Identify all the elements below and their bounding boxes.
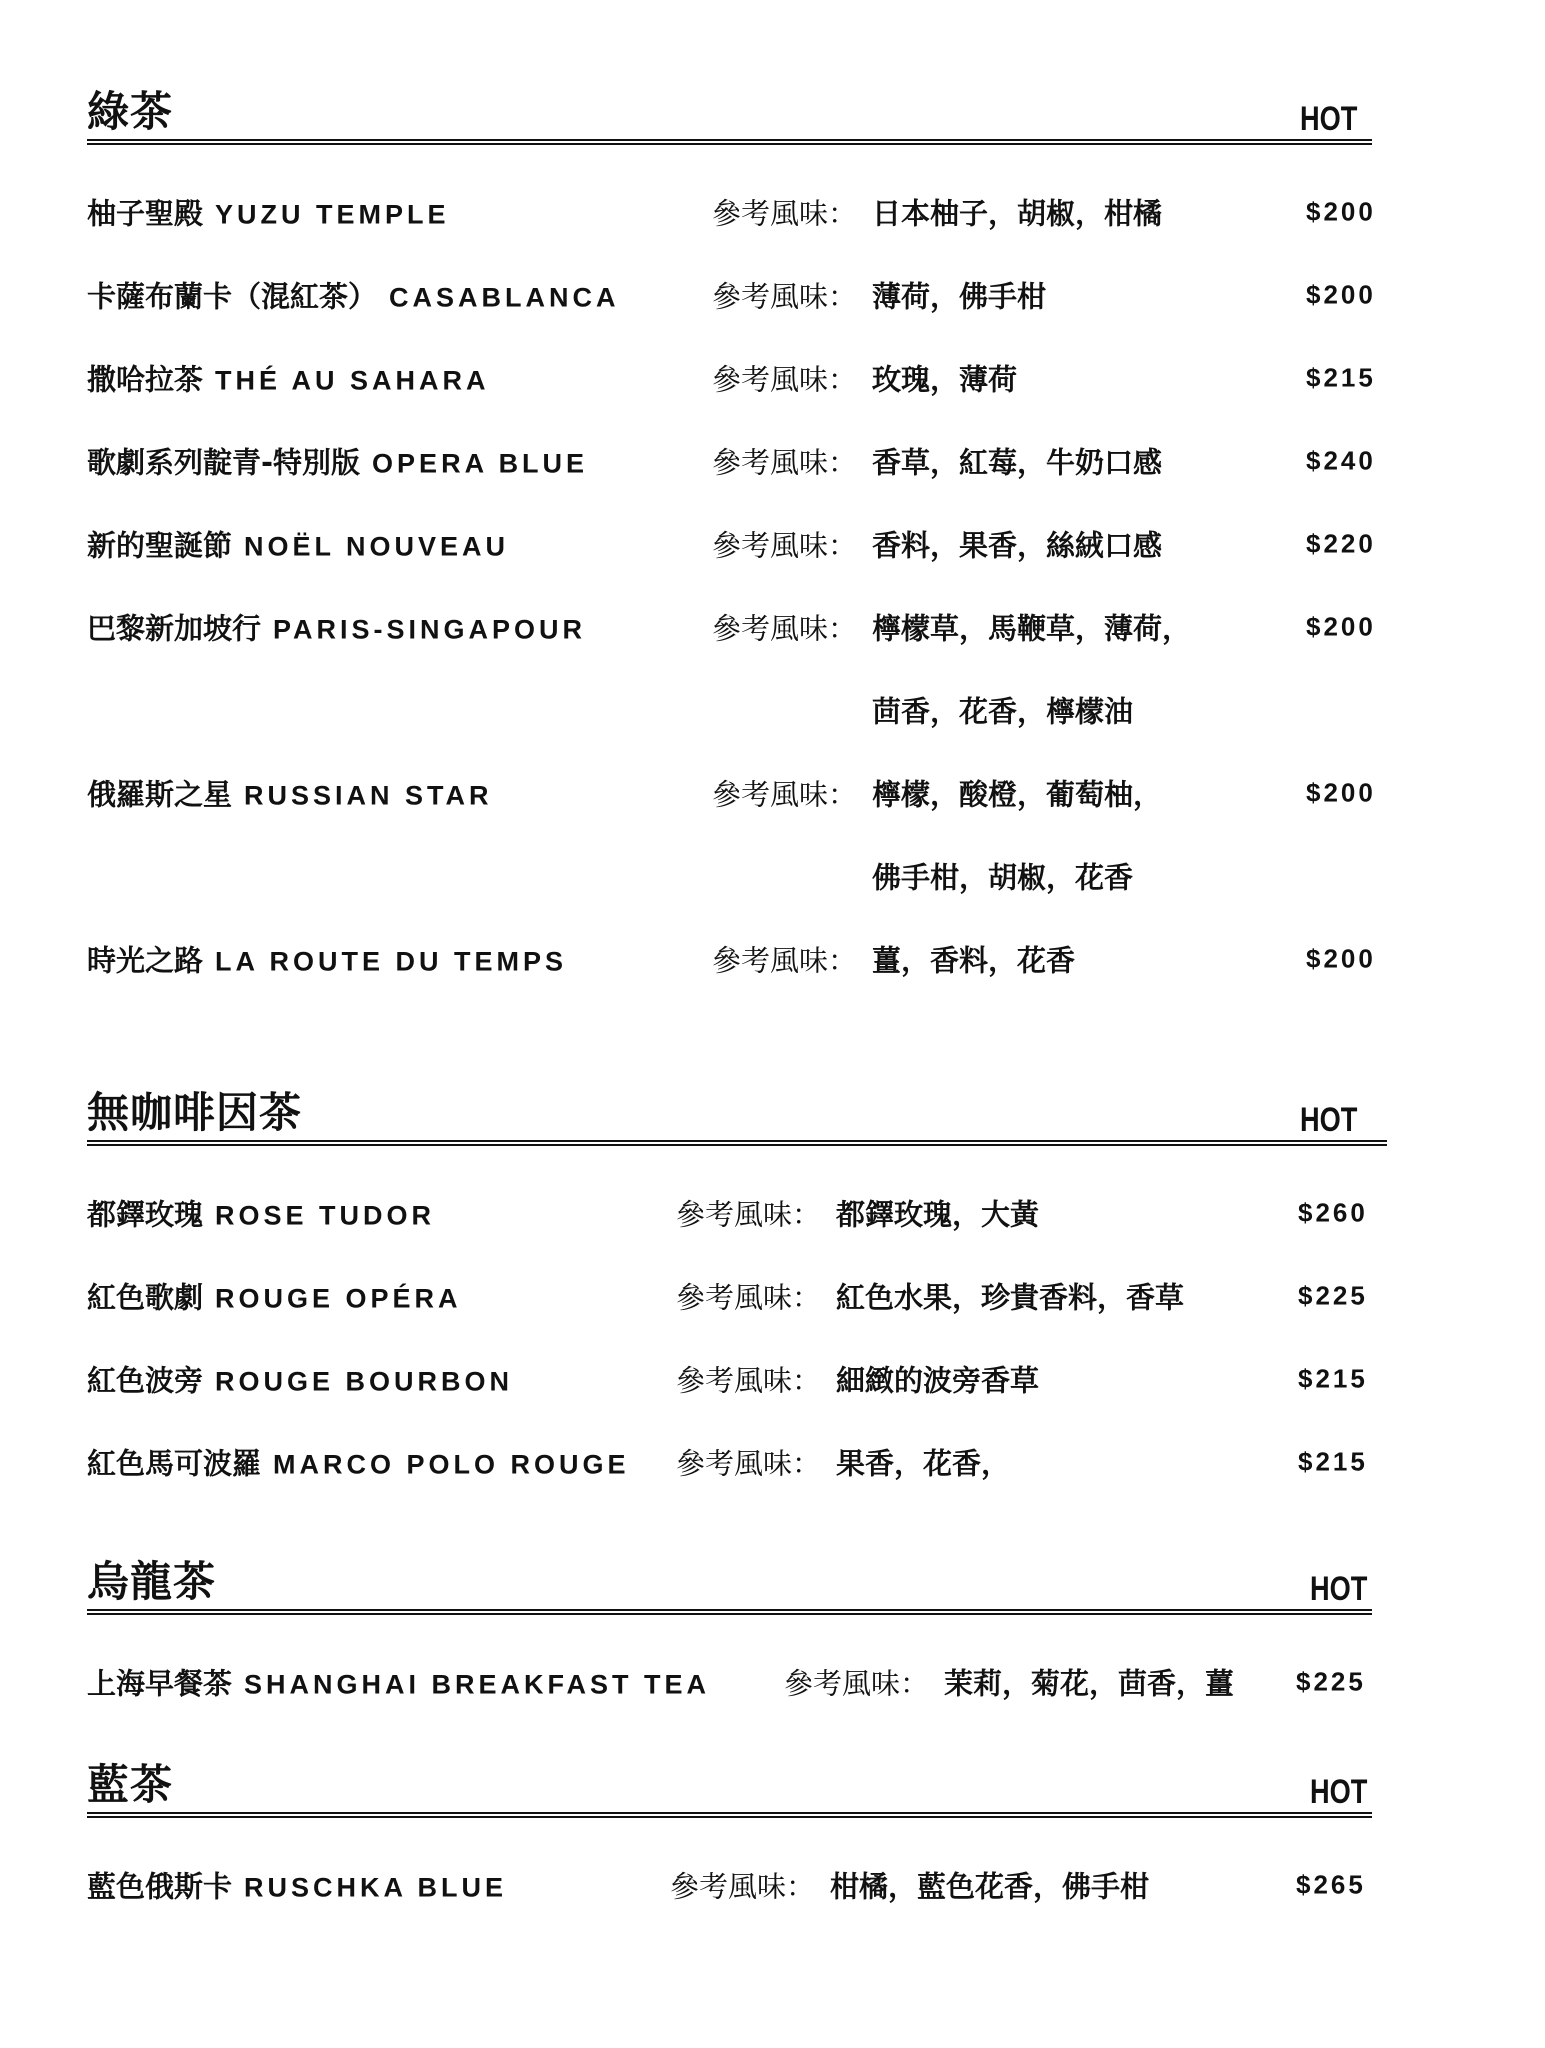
menu-item [0,585,1545,668]
item-price: $200 [1306,279,1376,309]
flavor-notes: 果香，花香， [836,1446,1011,1480]
item-name-zh: 藍色俄斯卡 [87,1869,233,1903]
item-name [87,1864,507,1905]
item-name [87,772,493,813]
flavor-notes: 都鐸玫瑰，大黃 [836,1197,1040,1231]
flavor-notes: 香草，紅莓，牛奶口感 [872,445,1163,479]
item-name-en: PARIS-SINGAPOUR [273,614,587,644]
item-price: $215 [1298,1446,1368,1476]
section-divider [87,139,1372,145]
item-price: $260 [1298,1197,1368,1227]
item-name-zh: 卡薩布蘭卡（混紅茶） [87,279,378,313]
flavor-notes: 佛手柑，胡椒，花香 [872,860,1134,894]
flavor-notes: 茴香，花香，檸檬油 [872,694,1134,728]
item-name-zh: 都鐸玫瑰 [87,1197,204,1231]
section-header [0,1555,1545,1615]
flavor-notes: 日本柚子，胡椒，柑橘 [872,196,1163,230]
item-list [0,1640,1545,1723]
menu-section [0,1758,1545,1926]
flavor-continuation [0,668,1545,751]
item-name [87,606,586,647]
section-divider [87,1812,1372,1818]
flavor-label: 參考風味： [676,1197,822,1231]
item-name [87,1358,513,1399]
item-name-en: RUSSIAN STAR [244,780,493,810]
menu-item [0,502,1545,585]
item-price: $200 [1306,777,1376,807]
menu-section [0,1086,1545,1503]
flavor-notes: 玫瑰，薄荷 [872,362,1018,396]
menu-item [0,170,1545,253]
item-name [87,1275,462,1316]
item-name-en: NOËL NOUVEAU [244,531,510,561]
item-list [0,1171,1545,1503]
menu-item [0,336,1545,419]
item-name-en: RUSCHKA BLUE [244,1872,508,1902]
item-name-zh: 上海早餐茶 [87,1666,233,1700]
item-name-en: MARCO POLO ROUGE [273,1449,630,1479]
item-name-en: LA ROUTE DU TEMPS [215,946,568,976]
item-name [87,357,490,398]
flavor-label: 參考風味： [712,943,858,977]
item-name-zh: 時光之路 [87,943,204,977]
section-divider [87,1609,1372,1615]
menu-section [0,85,1545,1000]
item-price: $240 [1306,445,1376,475]
menu-item [0,253,1545,336]
flavor-notes: 檸檬草，馬鞭草，薄荷， [872,611,1192,645]
flavor-notes: 香料，果香，絲絨口感 [872,528,1163,562]
item-name [87,1661,710,1702]
item-name-en: THÉ AU SAHARA [215,365,490,395]
item-name [87,191,450,232]
flavor-label: 參考風味： [712,528,858,562]
flavor-notes: 檸檬，酸橙，葡萄柚， [872,777,1163,811]
section-header [0,85,1545,145]
item-name [87,523,509,564]
flavor-continuation [0,834,1545,917]
section-header [0,1758,1545,1818]
flavor-label: 參考風味： [676,1363,822,1397]
item-price: $265 [1296,1869,1366,1899]
menu-item [0,1171,1545,1254]
hot-label: HOT [1300,1101,1358,1139]
menu-item [0,1337,1545,1420]
flavor-notes: 薑，香料，花香 [872,943,1076,977]
item-price: $225 [1298,1280,1368,1310]
section-header [0,1086,1545,1146]
item-price: $200 [1306,943,1376,973]
item-name-zh: 歌劇系列靛青-特別版 [87,445,361,479]
item-name [87,274,620,315]
item-price: $200 [1306,196,1376,226]
section-title: 烏龍茶 [87,1557,217,1606]
menu-item [0,751,1545,834]
menu-item [0,419,1545,502]
flavor-label: 參考風味： [712,362,858,396]
item-name-zh: 紅色馬可波羅 [87,1446,262,1480]
flavor-label: 參考風味： [712,611,858,645]
hot-label: HOT [1300,100,1358,138]
item-price: $215 [1298,1363,1368,1393]
section-divider [87,1140,1387,1146]
item-price: $215 [1306,362,1376,392]
section-title: 藍茶 [87,1760,174,1809]
item-list [0,170,1545,1000]
item-name [87,1192,435,1233]
menu-item [0,1420,1545,1503]
flavor-notes: 細緻的波旁香草 [836,1363,1040,1397]
flavor-notes: 茉莉，菊花，茴香，薑 [944,1666,1235,1700]
menu-item [0,1254,1545,1337]
hot-label: HOT [1310,1570,1368,1608]
item-price: $225 [1296,1666,1366,1696]
item-name-zh: 紅色歌劇 [87,1280,204,1314]
item-name-en: SHANGHAI BREAKFAST TEA [244,1669,711,1699]
flavor-notes: 紅色水果，珍貴香料，香草 [836,1280,1185,1314]
menu-item [0,917,1545,1000]
menu-section [0,1555,1545,1723]
item-name-zh: 撒哈拉茶 [87,362,204,396]
item-name-zh: 新的聖誕節 [87,528,233,562]
item-name-zh: 俄羅斯之星 [87,777,233,811]
flavor-label: 參考風味： [676,1446,822,1480]
item-name-en: YUZU TEMPLE [215,199,450,229]
flavor-notes: 柑橘，藍色花香，佛手柑 [830,1869,1150,1903]
flavor-label: 參考風味： [670,1869,816,1903]
item-list [0,1843,1545,1926]
flavor-label: 參考風味： [712,279,858,313]
flavor-label: 參考風味： [712,196,858,230]
flavor-label: 參考風味： [784,1666,930,1700]
item-name [87,1441,630,1482]
section-title: 綠茶 [87,87,174,136]
item-name-en: ROUGE OPÉRA [215,1283,462,1313]
item-name-zh: 紅色波旁 [87,1363,204,1397]
menu-item [0,1843,1545,1926]
item-price: $220 [1306,528,1376,558]
item-name-zh: 柚子聖殿 [87,196,204,230]
item-name-en: ROSE TUDOR [215,1200,436,1230]
hot-label: HOT [1310,1773,1368,1811]
flavor-label: 參考風味： [712,777,858,811]
item-name [87,938,567,979]
item-name-en: OPERA BLUE [372,448,589,478]
item-price: $200 [1306,611,1376,641]
item-name [87,440,588,481]
section-title: 無咖啡因茶 [87,1088,303,1137]
item-name-en: ROUGE BOURBON [215,1366,514,1396]
item-name-zh: 巴黎新加坡行 [87,611,262,645]
menu-item [0,1640,1545,1723]
flavor-notes: 薄荷，佛手柑 [872,279,1047,313]
flavor-label: 參考風味： [676,1280,822,1314]
item-name-en: CASABLANCA [389,282,620,312]
flavor-label: 參考風味： [712,445,858,479]
